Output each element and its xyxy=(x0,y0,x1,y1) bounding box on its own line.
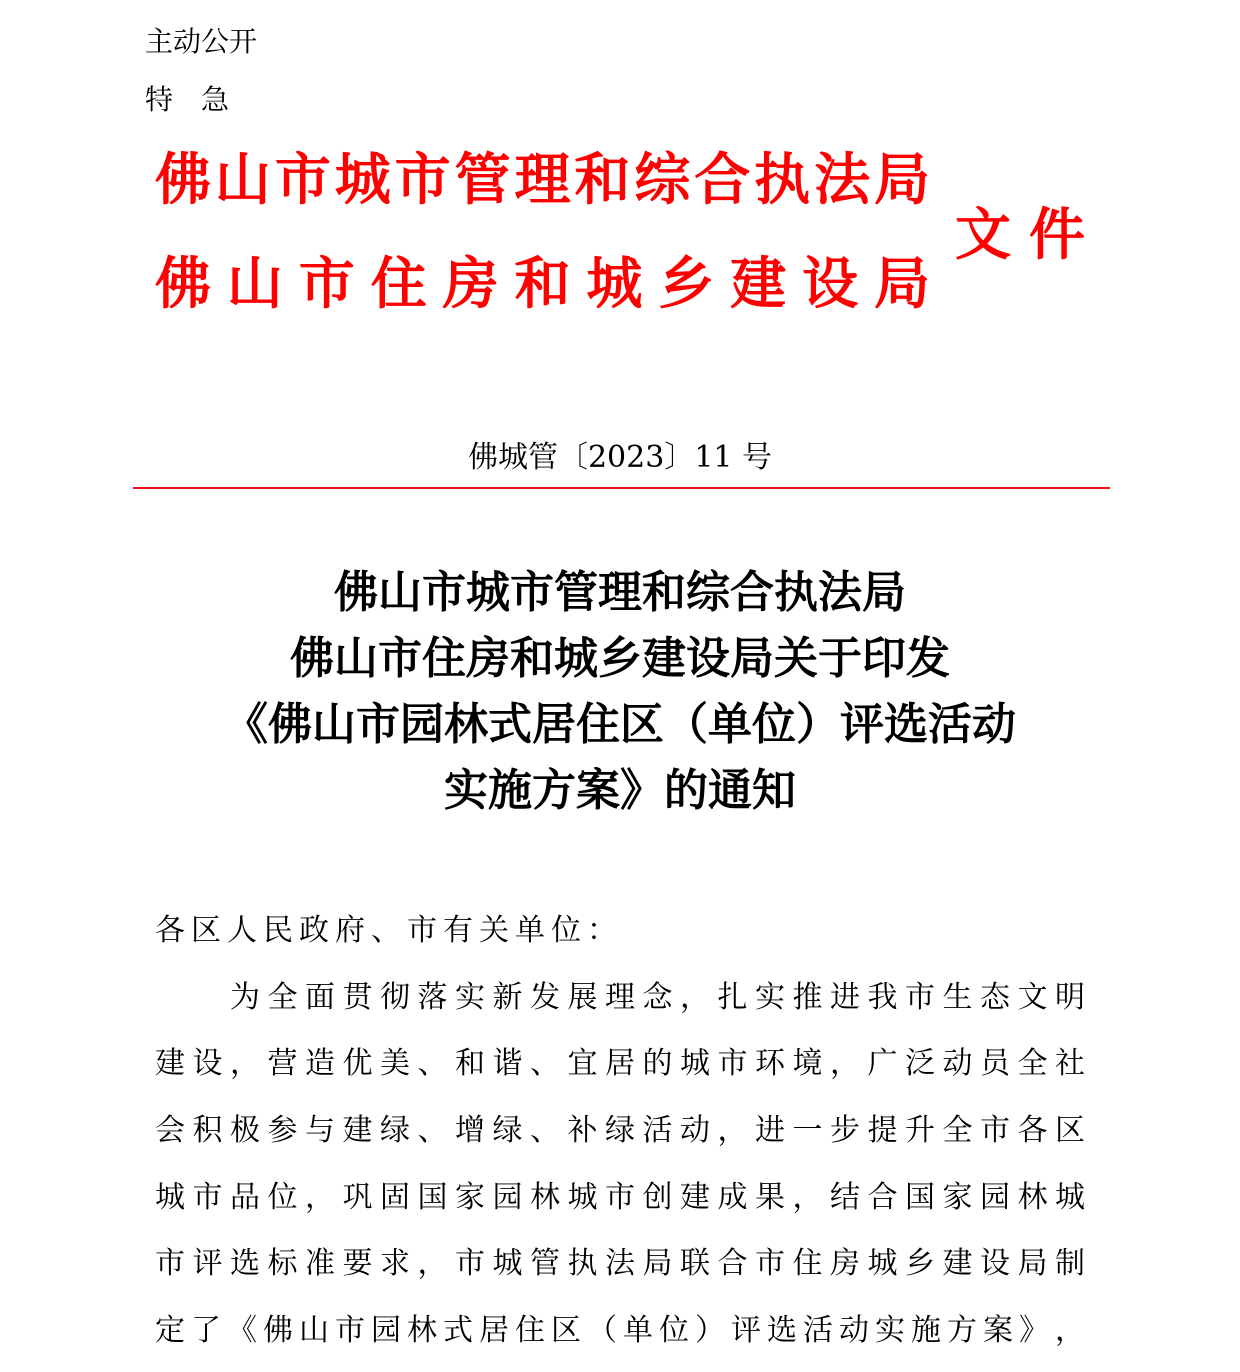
body-line: 定​了​《​佛​山​市​园​林​式​居​住​区​（​单​位​）​评​选​活​动​实​施​方​案​》​， xyxy=(155,1313,1085,1349)
title-line: 《佛山市园林式居住区（单位）评选活动 xyxy=(224,699,1016,750)
disclosure-label: 主动公开 xyxy=(145,25,258,58)
document-number: 佛城管〔2023〕11 号 xyxy=(467,440,773,475)
body-line: 城​市​品​位​，​巩​固​国​家​园​林​城​市​创​建​成​果​，​结​合​国​家​园​林​城 xyxy=(155,1179,1085,1215)
title-line: 佛山市住房和城乡建设局关于印发 xyxy=(290,633,950,684)
title-line: 实施方案》的通知 xyxy=(444,765,796,816)
body-line: 建​设​，​营​造​优​美​、​和​谐​、​宜​居​的​城​市​环​境​，​广​泛​动​员​全​社 xyxy=(155,1046,1085,1082)
red-divider xyxy=(133,487,1110,489)
issuer-1: 佛​山​市​城​市​管​理​和​综​合​执​法​局 xyxy=(155,147,930,213)
body-line: 市​评​选​标​准​要​求​，​市​城​管​执​法​局​联​合​市​住​房​城​乡​建​设​局​制 xyxy=(155,1246,1085,1282)
urgency-label: 特 急 xyxy=(145,83,230,116)
issuer-2: 佛​山​市​住​房​和​城​乡​建​设​局 xyxy=(155,251,930,317)
doc-type: 文​件 xyxy=(955,202,1085,268)
title-line: 佛山市城市管理和综合执法局 xyxy=(334,567,906,618)
salutation: 各区人民政府、市有关单位： xyxy=(155,913,623,948)
document-title xyxy=(0,560,1240,824)
document-body xyxy=(155,905,1085,1372)
body-line: 会​积​极​参​与​建​绿​、​增​绿​、​补​绿​活​动​，​进​一​步​提​升​全​市​各​区 xyxy=(155,1113,1085,1149)
body-line: 为​全​面​贯​彻​落​实​新​发​展​理​念​，​扎​实​推​进​我​市​生​态​文​明 xyxy=(230,979,1085,1015)
